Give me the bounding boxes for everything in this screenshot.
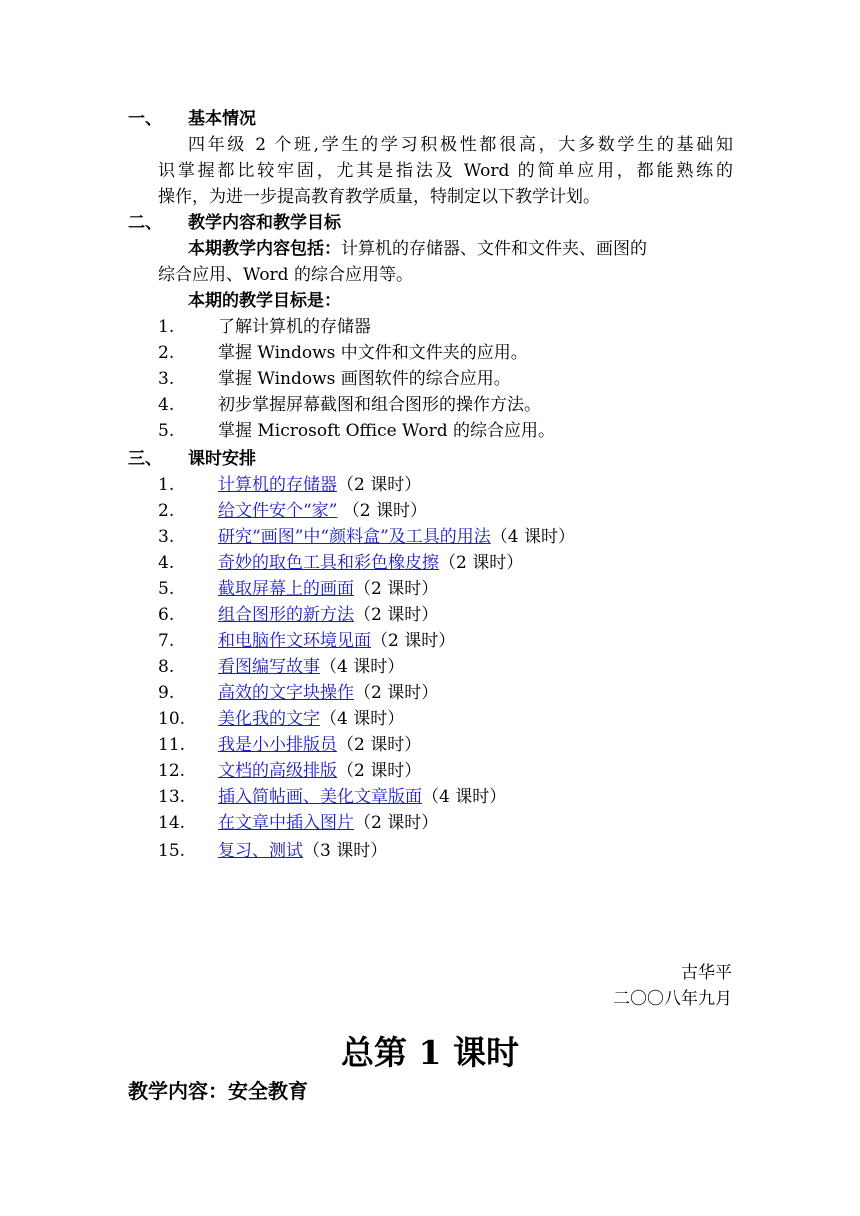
lesson-item xyxy=(0,680,860,706)
lesson-link[interactable]: 我是小小排版员 xyxy=(218,735,337,755)
lesson-link[interactable]: 看图编写故事 xyxy=(218,657,320,677)
lesson-item xyxy=(0,576,860,602)
lesson-item xyxy=(0,706,860,732)
content-label: 本期教学内容包括： xyxy=(188,239,341,259)
lesson-number: 8. xyxy=(158,657,175,677)
goal-number: 3. xyxy=(158,369,175,389)
lesson-link[interactable]: 和电脑作文环境见面 xyxy=(218,631,371,651)
lesson-hours: （2 课时） xyxy=(354,605,439,625)
lesson-link[interactable]: 在文章中插入图片 xyxy=(218,813,354,833)
section1-para-line: 四年级 2 个班,学生的学习积极性都很高，大多数学生的基础知 xyxy=(188,135,733,155)
lesson-link[interactable]: 文档的高级排版 xyxy=(218,761,337,781)
lesson-number: 7. xyxy=(158,631,175,651)
lesson-hours: （2 课时） xyxy=(354,579,439,599)
section2-heading: 教学内容和教学目标 xyxy=(188,213,341,233)
lesson-number: 2. xyxy=(158,501,175,521)
lesson-number: 11. xyxy=(158,735,186,755)
lesson-item xyxy=(0,784,860,810)
lesson-hours: （2 课时） xyxy=(337,501,428,521)
lesson-item xyxy=(0,602,860,628)
lesson-hours: （2 课时） xyxy=(337,735,422,755)
lesson-link[interactable]: 高效的文字块操作 xyxy=(218,683,354,703)
section2-marker: 二、 xyxy=(128,213,162,233)
lesson-title: 总第 1 课时 xyxy=(341,1033,519,1072)
lesson-item xyxy=(0,654,860,680)
lesson-link[interactable]: 奇妙的取色工具和彩色橡皮擦 xyxy=(218,553,439,573)
goal-text: 掌握 Windows 画图软件的综合应用。 xyxy=(218,369,511,389)
content-text: 计算机的存储器、文件和文件夹、画图的 xyxy=(341,239,647,259)
goal-item xyxy=(0,418,860,444)
goal-item xyxy=(0,366,860,392)
lesson-number: 1. xyxy=(158,475,175,495)
goal-text: 掌握 Windows 中文件和文件夹的应用。 xyxy=(218,343,528,363)
signature-author: 古华平 xyxy=(681,963,732,983)
lesson-hours: （4 课时） xyxy=(320,657,405,677)
lesson-item xyxy=(0,810,860,836)
lesson-link[interactable]: 截取屏幕上的画面 xyxy=(218,579,354,599)
lesson-hours: （2 课时） xyxy=(354,813,439,833)
goal-text: 了解计算机的存储器 xyxy=(218,317,371,337)
goal-item xyxy=(0,314,860,340)
lesson-link[interactable]: 计算机的存储器 xyxy=(218,475,337,495)
lesson-number: 15. xyxy=(158,841,186,861)
lesson-hours: （2 课时） xyxy=(337,761,422,781)
lesson-number: 12. xyxy=(158,761,186,781)
lesson-link[interactable]: 复习、测试 xyxy=(218,841,303,861)
section1-heading: 基本情况 xyxy=(188,109,256,129)
teaching-content: 教学内容：安全教育 xyxy=(128,1079,308,1103)
lesson-hours: （2 课时） xyxy=(439,553,524,573)
lesson-number: 14. xyxy=(158,813,186,833)
section1-para-line: 操作，为进一步提高教育教学质量，特制定以下教学计划。 xyxy=(158,187,600,207)
goal-text: 初步掌握屏幕截图和组合图形的操作方法。 xyxy=(218,395,541,415)
content-text-line2: 综合应用、Word 的综合应用等。 xyxy=(158,265,413,285)
section3-heading: 课时安排 xyxy=(188,449,256,469)
lesson-number: 3. xyxy=(158,527,175,547)
lesson-link[interactable]: 研究“画图”中“颜料盒”及工具的用法 xyxy=(218,527,491,547)
lesson-item xyxy=(0,524,860,550)
lesson-number: 13. xyxy=(158,787,186,807)
lesson-item xyxy=(0,758,860,784)
goal-item xyxy=(0,392,860,418)
goal-text: 掌握 Microsoft Office Word 的综合应用。 xyxy=(218,421,556,441)
section3-marker: 三、 xyxy=(128,449,162,469)
lesson-number: 9. xyxy=(158,683,175,703)
lesson-hours: （4 课时） xyxy=(320,709,405,729)
lesson-number: 6. xyxy=(158,605,175,625)
lesson-item xyxy=(0,732,860,758)
content-paragraph xyxy=(188,236,647,262)
lesson-number: 5. xyxy=(158,579,175,599)
lesson-hours: （2 课时） xyxy=(354,683,439,703)
lesson-hours: （4 课时） xyxy=(422,787,507,807)
lesson-item xyxy=(0,472,860,498)
lesson-hours: （2 课时） xyxy=(337,475,422,495)
goal-number: 5. xyxy=(158,421,175,441)
lesson-hours: （3 课时） xyxy=(303,841,388,861)
goal-number: 1. xyxy=(158,317,175,337)
signature-date: 二〇〇八年九月 xyxy=(613,989,732,1009)
lesson-link[interactable]: 美化我的文字 xyxy=(218,709,320,729)
goal-number: 4. xyxy=(158,395,175,415)
goal-number: 2. xyxy=(158,343,175,363)
lesson-item xyxy=(0,838,860,864)
lesson-link[interactable]: 组合图形的新方法 xyxy=(218,605,354,625)
section1-para-line: 识掌握都比较牢固，尤其是指法及 Word 的简单应用，都能熟练的 xyxy=(158,161,733,181)
lesson-number: 10. xyxy=(158,709,186,729)
goals-label: 本期的教学目标是： xyxy=(188,291,341,311)
lesson-number: 4. xyxy=(158,553,175,573)
lesson-hours: （4 课时） xyxy=(490,527,575,547)
section1-marker: 一、 xyxy=(128,109,162,129)
lesson-link[interactable]: 插入简帖画、美化文章版面 xyxy=(218,787,422,807)
goal-item xyxy=(0,340,860,366)
lesson-link[interactable]: 给文件安个“家” xyxy=(218,501,338,521)
lesson-item xyxy=(0,498,860,524)
lesson-hours: （2 课时） xyxy=(371,631,456,651)
lesson-item xyxy=(0,550,860,576)
lesson-item xyxy=(0,628,860,654)
